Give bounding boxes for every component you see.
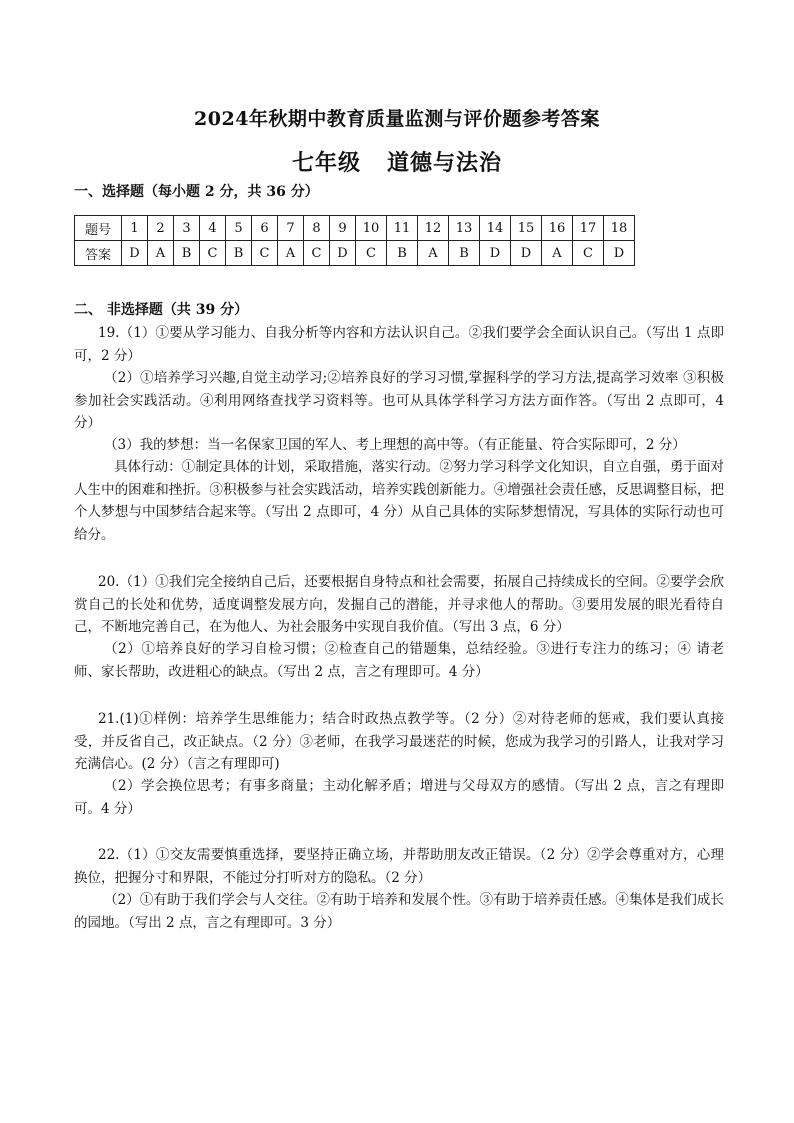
q19-part2: （2）①培养学习兴趣,自觉主动学习;②培养良好的学习习惯,掌握科学的学习方法,提高学习效率 ③积极参加社会实践活动。④利用网络查找学习资料等。也可从具体学科学习方法方面作答。（写出 2 点即可，4 分） (74, 370, 724, 431)
answer-cell: B (449, 241, 480, 266)
question-number-cell: 13 (449, 216, 480, 241)
q21-part1: 21.(1)①样例：培养学生思维能力；结合时政热点教学等。（2 分）②对待老师的惩戒，我们要认真接受，并反省自己，改正缺点。（2 分）③老师，在我学习最迷茫的时候，您成为我学习的引路人，让我对学习充满信心。(2 分）（言之有理即可) (74, 711, 724, 772)
answer-cell: D (122, 241, 148, 266)
question-number-cell: 9 (330, 216, 356, 241)
question-number-cell: 10 (356, 216, 387, 241)
row-label-answer: 答案 (75, 241, 122, 266)
q20-part2: （2）①培养良好的学习自检习惯；②检查自己的错题集，总结经验。③进行专注力的练习；④ 请老师、家长帮助，改进粗心的缺点。（写出 2 点，言之有理即可。4 分） (74, 641, 724, 680)
answer-cell: A (278, 241, 304, 266)
answer-cell: D (511, 241, 542, 266)
answer-cell: C (252, 241, 278, 266)
row-label-question-number: 题号 (75, 216, 122, 241)
question-number-cell: 3 (174, 216, 200, 241)
q21-part2: （2）学会换位思考；有事多商量；主动化解矛盾；增进与父母双方的感情。（写出 2 点，言之有理即可。4 分） (74, 778, 724, 817)
answer-cell: A (542, 241, 573, 266)
answer-cell: D (480, 241, 511, 266)
question-number-cell: 18 (604, 216, 635, 241)
answer-cell: C (200, 241, 226, 266)
question-number-cell: 17 (573, 216, 604, 241)
answer-cell: B (387, 241, 418, 266)
question-number-cell: 7 (278, 216, 304, 241)
answer-row (75, 241, 635, 266)
q19-actions: 具体行动：①制定具体的计划，采取措施，落实行动。②努力学习科学文化知识，自立自强，勇于面对人生中的困难和挫折。③积极参与社会实践活动，培养实践创新能力。④增强社会责任感，反思调整目标，把个人梦想与中国梦结合起来等。（写出 2 点即可，4 分）从自己具体的实际梦想情况，写具体的实际行动也可给分。 (74, 459, 724, 543)
section-non-multiple-choice-heading: 二、 非选择题（共 39 分） (74, 302, 249, 318)
question-number-cell: 16 (542, 216, 573, 241)
section-multiple-choice-heading: 一、选择题（每小题 2 分，共 36 分） (74, 184, 319, 200)
question-number-cell: 11 (387, 216, 418, 241)
question-number-cell: 8 (304, 216, 330, 241)
question-number-cell: 2 (148, 216, 174, 241)
question-number-cell: 4 (200, 216, 226, 241)
grade-label: 七年级 (291, 150, 361, 176)
q20-part1: 20.（1）①我们完全接纳自己后，还要根据自身特点和社会需要，拓展自己持续成长的空间。②要学会欣赏自己的长处和优势，适度调整发展方向，发掘自己的潜能，并寻求他人的帮助。③要用发展的眼光看待自己，不断地完善自己，在为他人、为社会服务中实现自我价值。（写出 3 点，6 分） (74, 574, 724, 635)
q19-part3: （3）我的梦想：当一名保家卫国的军人、考上理想的高中等。（有正能量、符合实际即可，2 分） (104, 437, 686, 453)
answer-cell: A (418, 241, 449, 266)
question-number-cell: 12 (418, 216, 449, 241)
question-number-cell: 6 (252, 216, 278, 241)
answer-table (74, 215, 635, 266)
document-title: 2024年秋期中教育质量监测与评价题参考答案 (194, 108, 600, 130)
question-number-cell: 14 (480, 216, 511, 241)
subject-label: 道德与法治 (387, 150, 503, 176)
q22-part1: 22.（1）①交友需要慎重选择，要坚持正确立场，并帮助朋友改正错误。（2 分）②学会尊重对方，心理换位，把握分寸和界限，不能过分打听对方的隐私。（2 分） (74, 847, 724, 886)
answer-cell: B (226, 241, 252, 266)
question-number-row (75, 216, 635, 241)
answer-cell: B (174, 241, 200, 266)
question-number-cell: 15 (511, 216, 542, 241)
answer-cell: C (356, 241, 387, 266)
q19-part1: 19.（1）①要从学习能力、自我分析等内容和方法认识自己。②我们要学会全面认识自己。（写出 1 点即可，2 分） (74, 325, 724, 364)
question-number-cell: 1 (122, 216, 148, 241)
answer-cell: D (330, 241, 356, 266)
question-number-cell: 5 (226, 216, 252, 241)
q22-part2: （2）①有助于我们学会与人交往。②有助于培养和发展个性。③有助于培养责任感。④集体是我们成长的园地。（写出 2 点，言之有理即可。3 分） (74, 892, 724, 931)
document-subtitle (0, 146, 794, 177)
answer-cell: D (604, 241, 635, 266)
answer-cell: C (573, 241, 604, 266)
answer-cell: A (148, 241, 174, 266)
answer-cell: C (304, 241, 330, 266)
